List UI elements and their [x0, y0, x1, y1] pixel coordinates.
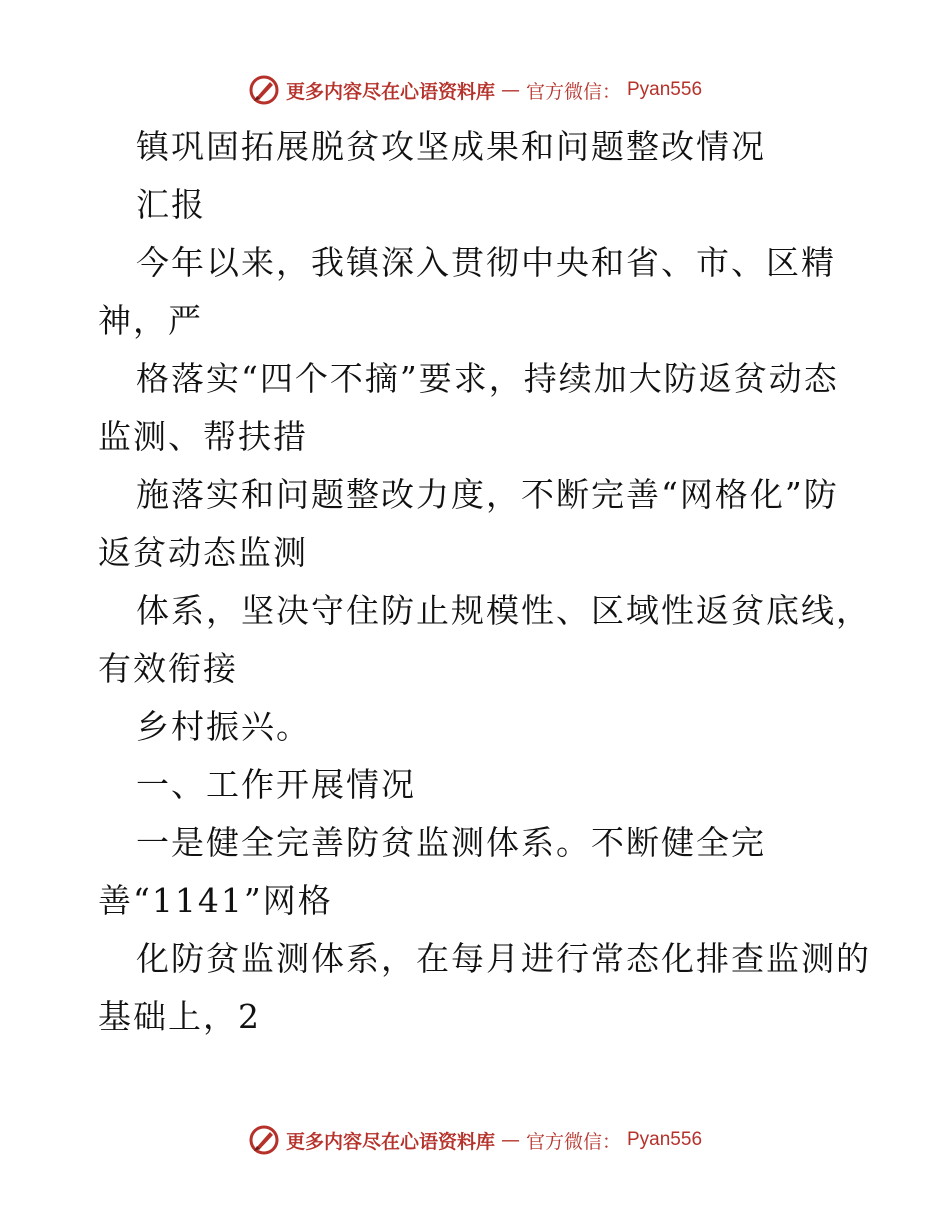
banner-text: 更多内容尽在心语资料库: [285, 80, 495, 103]
paragraph-line: 有效衔接: [98, 649, 238, 688]
banner-text: 更多内容尽在心语资料库: [285, 1130, 495, 1153]
banner-wechat-label: 官方微信：: [525, 80, 621, 103]
banner-wechat-id: Pyan556: [627, 79, 703, 100]
document-body: [98, 118, 878, 1046]
paragraph-line: 施落实和问题整改力度，不断完善“网格化”防: [136, 475, 839, 514]
paragraph-line: 一是健全完善防贫监测体系。不断健全完: [136, 823, 766, 862]
document-title-continuation: 汇报: [136, 185, 206, 224]
banner-separator: —: [500, 79, 520, 101]
header-watermark-banner: [0, 70, 950, 110]
banner-wechat-label: 官方微信：: [525, 1130, 621, 1153]
paragraph-line: 神，严: [98, 301, 203, 340]
paragraph-line: 返贫动态监测: [98, 533, 308, 572]
paragraph-line: 监测、帮扶措: [98, 417, 308, 456]
paragraph-line: 格落实“四个不摘”要求，持续加大防返贫动态: [136, 359, 839, 398]
banner-separator: —: [500, 1129, 520, 1151]
paragraph-line: 乡村振兴。: [136, 707, 311, 746]
paragraph-line: 基础上，2: [98, 997, 261, 1036]
paragraph-line: 今年以来，我镇深入贯彻中央和省、市、区精: [136, 243, 836, 282]
quill-pen-logo-icon: [248, 74, 280, 106]
quill-pen-logo-icon: [248, 1124, 280, 1156]
paragraph-line: 化防贫监测体系，在每月进行常态化排查监测的: [136, 939, 871, 978]
section-heading: 一、工作开展情况: [136, 765, 416, 804]
banner-wechat-id: Pyan556: [627, 1129, 703, 1150]
footer-watermark-banner: [0, 1120, 950, 1160]
paragraph-line: 善“1141”网格: [98, 881, 333, 920]
paragraph-line: 体系，坚决守住防止规模性、区域性返贫底线，: [136, 591, 871, 630]
document-title: 镇巩固拓展脱贫攻坚成果和问题整改情况: [136, 127, 766, 166]
